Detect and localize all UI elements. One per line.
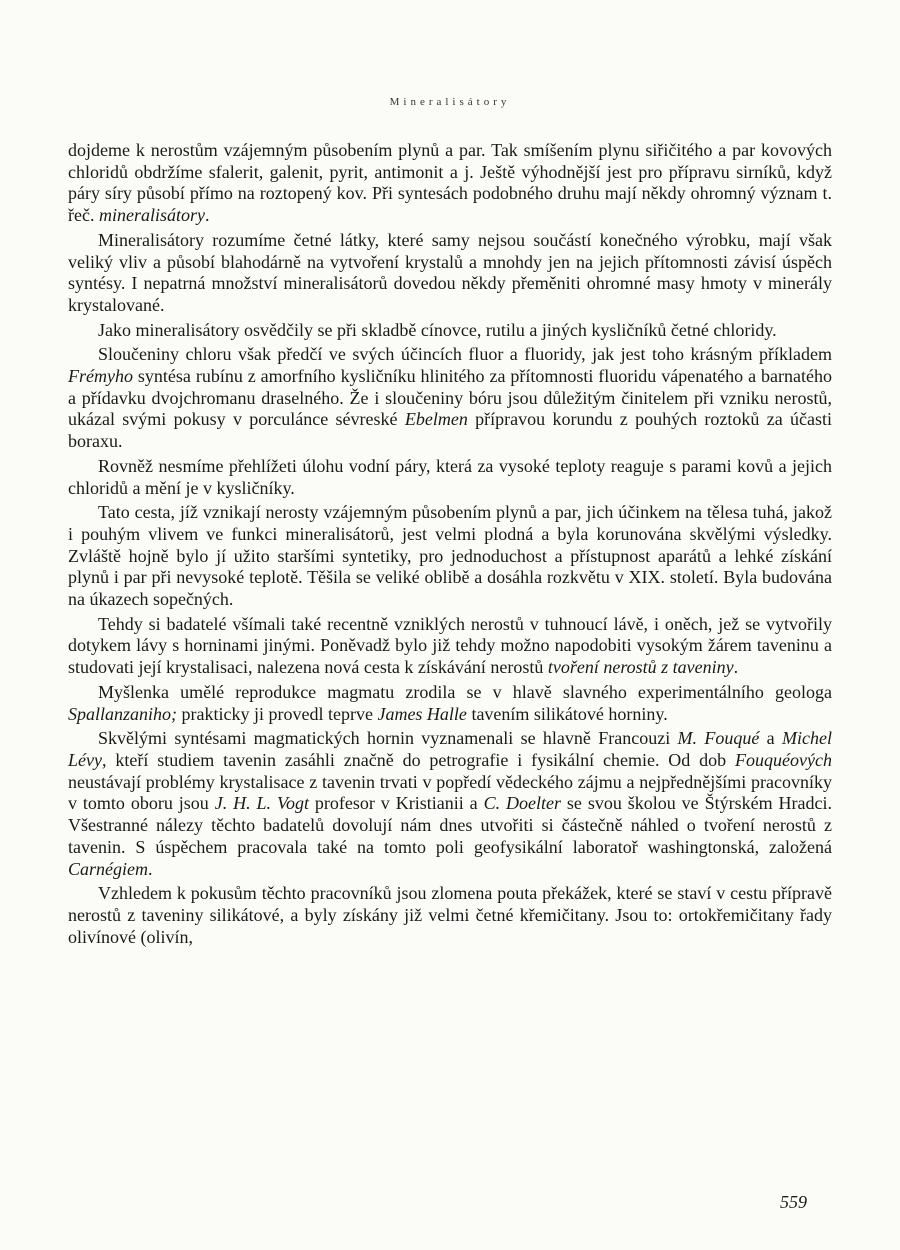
text-run: syntésa rubínu z amorfního kysličníku hlinitého za přítomnosti fluoridu vápenatého a barnatého a přídavku dvojchromanu draselného. Že i sloučeniny bóru jsou důležitým činitelem při vzniku nerostů, ukázal svými pokusy v porculánce sévreské: [68, 366, 832, 430]
text-run: profesor v Kristianii a: [308, 793, 484, 814]
body-text: [68, 140, 832, 951]
text-run: tavením silikátové horniny.: [466, 703, 668, 724]
paragraph: [68, 614, 832, 679]
running-header: Mineralisátory: [389, 96, 511, 108]
text-run: .: [148, 858, 153, 879]
text-run: Skvělými syntésami magmatických hornin vyznamenali se hlavně Francouzi: [98, 728, 678, 749]
paragraph: [68, 502, 832, 611]
italic-term: Spallanzaniho;: [68, 703, 178, 724]
text-run: dojdeme k nerostům vzájemným působením plynů a par. Tak smíšením plynu siřičitého a par kovových chloridů obdržíme sfalerit, galenit, pyrit, antimonit a j. Ještě výhodnější jest pro přípravu sirníků, když páry síry působí přímo na roztopený kov. Při syntesách podobného druhu mají někdy ohromný význam t. řeč.: [68, 140, 832, 226]
text-run: a: [759, 728, 783, 749]
text-run: Tato cesta, jíž vznikají nerosty vzájemným působením plynů a par, jich účinkem na tělesa tuhá, jakož i pouhým vlivem ve funkci mineralisátorů, jest velmi plodná a byla korunována skvělými výsledky. Zvláště hojně bylo jí užito staršími syntetiky, pro jednoduchost a přístupnost aparátů a lehké získání plynů i par při nevysoké teplotě. Těšila se veliké oblibě a dosáhla rozkvětu v XIX. století. Byla budována na úkazech sopečných.: [68, 502, 832, 610]
italic-term: M. Fouqué: [677, 728, 760, 749]
italic-term: Michel Lévy: [68, 728, 832, 770]
italic-term: Ebelmen: [404, 409, 468, 430]
text-run: .: [733, 657, 739, 678]
italic-term: mineralisátory: [98, 205, 205, 226]
text-run: .: [204, 205, 210, 226]
paragraph: [68, 682, 832, 725]
italic-term: James Halle: [377, 703, 467, 724]
paragraph: [68, 344, 832, 453]
text-run: Tehdy si badatelé všímali také recentně vzniklých nerostů v tuhnoucí lávě, i oněch, jež se vytvořily dotykem lávy s horninami jinými. Poněvadž bylo již tehdy možno napodobiti vysokým žárem taveninu a studovati její krystalisaci, nalezena nová cesta k získávání nerostů: [68, 613, 832, 678]
paragraph: [68, 230, 832, 317]
text-run: se svou školou ve Štýrském Hradci. Všestranné nálezy těchto badatelů dovolují nám dnes utvořiti si částečně náhled o tvoření nerostů z tavenin. S úspěchem pracovala také na tomto poli geofysikální laboratoř washingtonská, založená: [68, 793, 832, 857]
paragraph: [68, 140, 832, 227]
page-number: 559: [780, 1192, 807, 1212]
text-run: , kteří studiem tavenin zasáhli značně do petrografie i fysikální chemie. Od dob: [101, 749, 736, 770]
italic-term: Fouquéových: [735, 749, 832, 770]
text-run: Sloučeniny chloru však předčí ve svých účincích fluor a fluoridy, jak jest toho krásným příkladem: [98, 344, 832, 365]
italic-term: Frémyho: [68, 366, 133, 387]
text-run: Jako mineralisátory osvědčily se při skladbě cínovce, rutilu a jiných kysličníků četné chloridy.: [98, 319, 777, 340]
text-run: přípravou korundu z pouhých roztoků za účasti boraxu.: [68, 409, 833, 452]
text-run: Vzhledem k pokusům těchto pracovníků jsou zlomena pouta překážek, které se staví v cestu přípravě nerostů z taveniny silikátové, a byly získány již velmi četné křemičitany. Jsou to: ortokřemičitany řady olivínové (olivín,: [68, 883, 832, 947]
paragraph: [68, 320, 832, 342]
italic-term: C. Doelter: [483, 793, 561, 814]
text-run: Rovněž nesmíme přehlížeti úlohu vodní páry, která za vysoké teploty reaguje s parami kovů a jejich chloridů a mění je v kysličníky.: [68, 455, 832, 498]
italic-term: J. H. L. Vogt: [214, 793, 309, 814]
text-run: neustávají problémy krystalisace z tavenin trvati v popředí vědeckého zájmu a nejpřednějšími pracovníky v tomto oboru jsou: [68, 771, 832, 814]
text-run: Myšlenka umělé reprodukce magmatu zrodila se v hlavě slavného experimentálního geologa: [98, 681, 832, 702]
paragraph: [68, 728, 832, 880]
italic-term: Carnégiem: [68, 858, 148, 879]
paragraph: [68, 456, 832, 499]
paragraph: [68, 883, 832, 948]
text-run: Mineralisátory rozumíme četné látky, které samy nejsou součástí konečného výrobku, mají však veliký vliv a působí blahodárně na vytvoření krystalů a mnohdy jen na jejich přítomnosti závisí úspěch syntésy. I nepatrná množství mineralisátorů dovedou někdy přeměniti ohromné masy hmoty v minerály krystalované.: [68, 229, 832, 315]
italic-term: tvoření nerostů z taveniny: [547, 657, 734, 678]
text-run: prakticky ji provedl teprve: [177, 703, 378, 724]
